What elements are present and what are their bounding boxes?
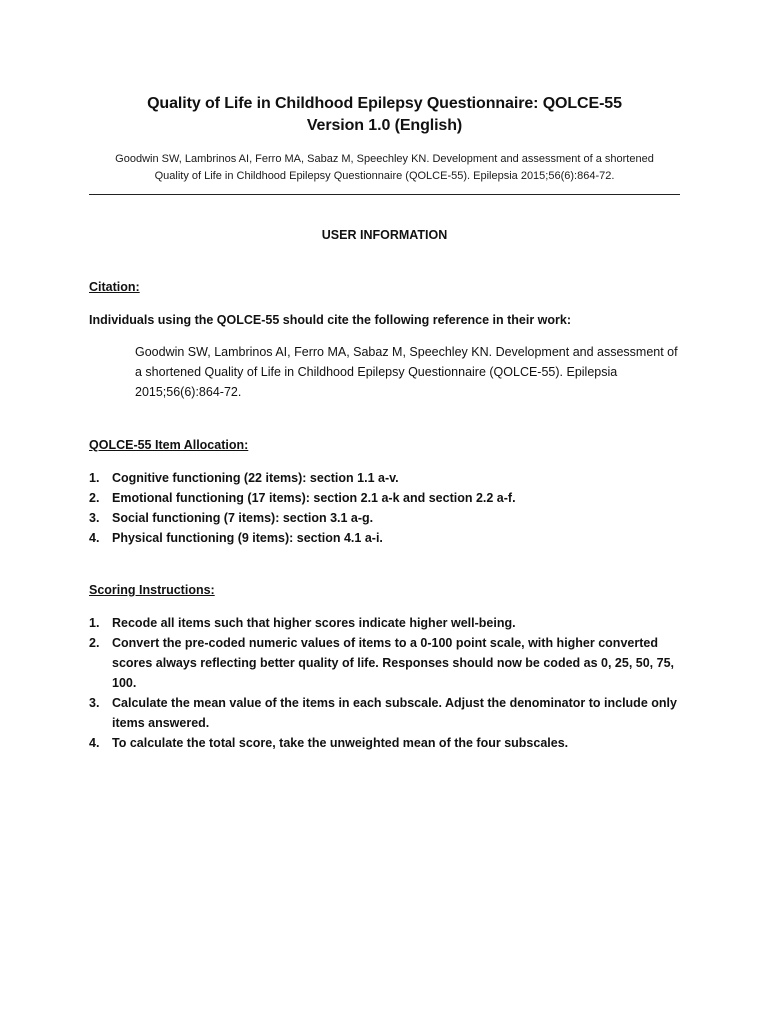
scoring-list — [89, 613, 680, 753]
header-citation-line2: Quality of Life in Childhood Epilepsy Questionnaire (QOLCE-55). Epilepsia 2015;56(6):864-72. — [154, 170, 615, 182]
allocation-list — [89, 468, 680, 548]
citation-label: Citation: — [89, 280, 140, 294]
citation-reference: Goodwin SW, Lambrinos AI, Ferro MA, Sabaz M, Speechley KN. Development and assessment of a shortened Quality of Life in Childhood Epilepsy Questionnaire (QOLCE-55). Epilepsia 2015;56(6):864-72. — [135, 345, 678, 399]
document-title-line2: Version 1.0 (English) — [306, 117, 463, 134]
user-information-heading: USER INFORMATION — [321, 228, 448, 242]
list-item: 3. Calculate the mean value of the items in each subscale. Adjust the denominator to include only items answered. — [89, 696, 677, 730]
list-item: 3. Social functioning (7 items): section 3.1 a-g. — [89, 511, 374, 525]
allocation-label: QOLCE-55 Item Allocation: — [89, 438, 249, 452]
document-title-line1: Quality of Life in Childhood Epilepsy Questionnaire: QOLCE-55 — [147, 95, 622, 112]
scoring-label: Scoring Instructions: — [89, 583, 215, 597]
header-citation-line1: Goodwin SW, Lambrinos AI, Ferro MA, Sabaz M, Speechley KN. Development and assessment of a shortened — [115, 153, 654, 165]
list-item: 1. Recode all items such that higher scores indicate higher well-being. — [89, 616, 516, 630]
citation-intro: Individuals using the QOLCE-55 should cite the following reference in their work: — [89, 313, 572, 327]
list-item: 4. To calculate the total score, take the unweighted mean of the four subscales. — [89, 736, 569, 750]
list-item: 2. Emotional functioning (17 items): section 2.1 a-k and section 2.2 a-f. — [89, 491, 516, 505]
list-item: 2. Convert the pre-coded numeric values of items to a 0-100 point scale, with higher converted scores always reflecting better quality of life. Responses should now be coded as 0, 25, 50, 75, 100. — [89, 636, 674, 690]
document-header — [89, 0, 680, 195]
header-divider — [89, 194, 680, 195]
header-citation — [89, 151, 680, 185]
list-item: 1. Cognitive functioning (22 items): section 1.1 a-v. — [89, 471, 399, 485]
list-item: 4. Physical functioning (9 items): section 4.1 a-i. — [89, 531, 383, 545]
